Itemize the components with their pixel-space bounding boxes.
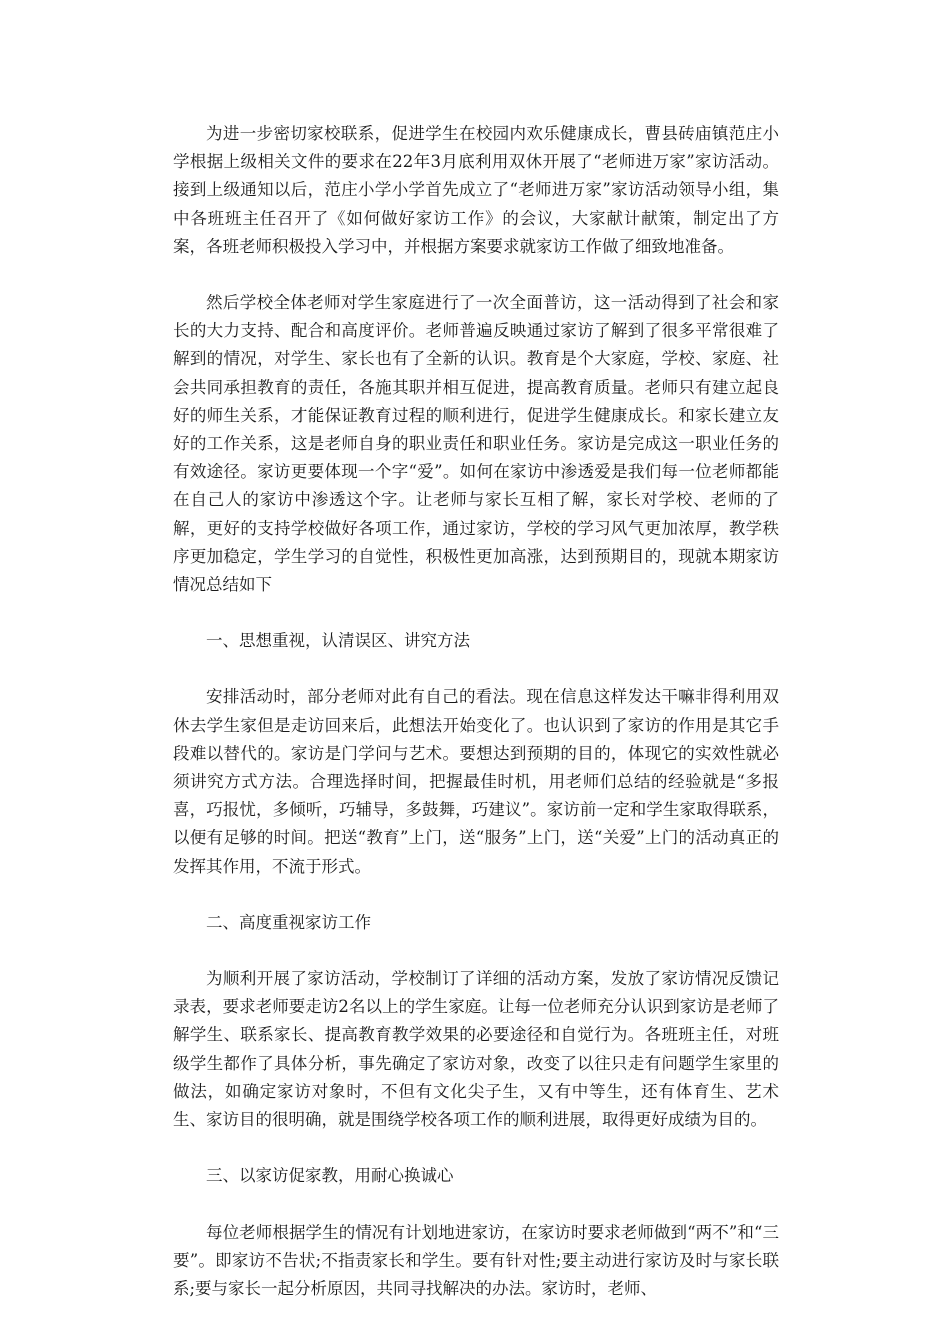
document-body (173, 120, 779, 1331)
paragraph-section-1: 安排活动时，部分老师对此有自己的看法。现在信息这样发达干嘛非得利用双休去学生家但是走访回来后，此想法开始变化了。也认识到了家访的作用是其它手段难以替代的。家访是门学问与艺术。要想达到预期的目的，体现它的实效性就必须讲究方式方法。合理选择时间，把握最佳时机，用老师们总结的经验就是“多报喜，巧报忧，多倾听，巧辅导，多鼓舞，巧建议”。家访前一定和学生家取得联系，以便有足够的时间。把送“教育”上门，送“服务”上门，送“关爱”上门的活动真正的发挥其作用，不流于形式。 (173, 687, 779, 876)
paragraph-overview: 然后学校全体老师对学生家庭进行了一次全面普访，这一活动得到了社会和家长的大力支持、配合和高度评价。老师普遍反映通过家访了解到了很多平常很难了解到的情况，对学生、家长也有了全新的认识。教育是个大家庭，学校、家庭、社会共同承担教育的责任，各施其职并相互促进，提高教育质量。老师只有建立起良好的师生关系，才能保证教育过程的顺利进行，促进学生健康成长。和家长建立友好的工作关系，这是老师自身的职业责任和职业任务。家访是完成这一职业任务的有效途径。家访更要体现一个字“爱”。如何在家访中渗透爱是我们每一位老师都能在自己人的家访中渗透这个字。让老师与家长互相了解，家长对学校、老师的了解，更好的支持学校做好各项工作，通过家访，学校的学习风气更加浓厚，教学秩序更加稳定，学生学习的自觉性，积极性更加高涨，达到预期目的，现就本期家访情况总结如下 (173, 293, 779, 595)
section-heading-3: 三、以家访促家教，用耐心换诚心 (206, 1166, 454, 1186)
section-heading-1: 一、思想重视，认清误区、讲究方法 (206, 631, 470, 651)
paragraph-section-3: 每位老师根据学生的情况有计划地进家访，在家访时要求老师做到“两不”和“三要”。即家访不告状;不指责家长和学生。要有针对性;要主动进行家访及时与家长联系;要与家长一起分析原因，共同寻找解决的办法。家访时，老师、 (173, 1222, 779, 1298)
section-heading-2: 二、高度重视家访工作 (206, 912, 371, 932)
paragraph-intro: 为进一步密切家校联系，促进学生在校园内欢乐健康成长，曹县砖庙镇范庄小学根据上级相关文件的要求在22年3月底利用双休开展了“老师进万家”家访活动。接到上级通知以后，范庄小学小学首先成立了“老师进万家”家访活动领导小组，集中各班班主任召开了《如何做好家访工作》的会议，大家献计献策，制定出了方案，各班老师积极投入学习中，并根据方案要求就家访工作做了细致地准备。 (173, 124, 779, 256)
paragraph-section-2: 为顺利开展了家访活动，学校制订了详细的活动方案，发放了家访情况反馈记录表，要求老师要走访2名以上的学生家庭。让每一位老师充分认识到家访是老师了解学生、联系家长、提高教育教学效果的必要途径和自觉行为。各班班主任，对班级学生都作了具体分析，事先确定了家访对象，改变了以往只走有问题学生家里的做法，如确定家访对象时，不但有文化尖子生，又有中等生，还有体育生、艺术生、家访目的很明确，就是围绕学校各项工作的顺利进展，取得更好成绩为目的。 (173, 969, 779, 1130)
